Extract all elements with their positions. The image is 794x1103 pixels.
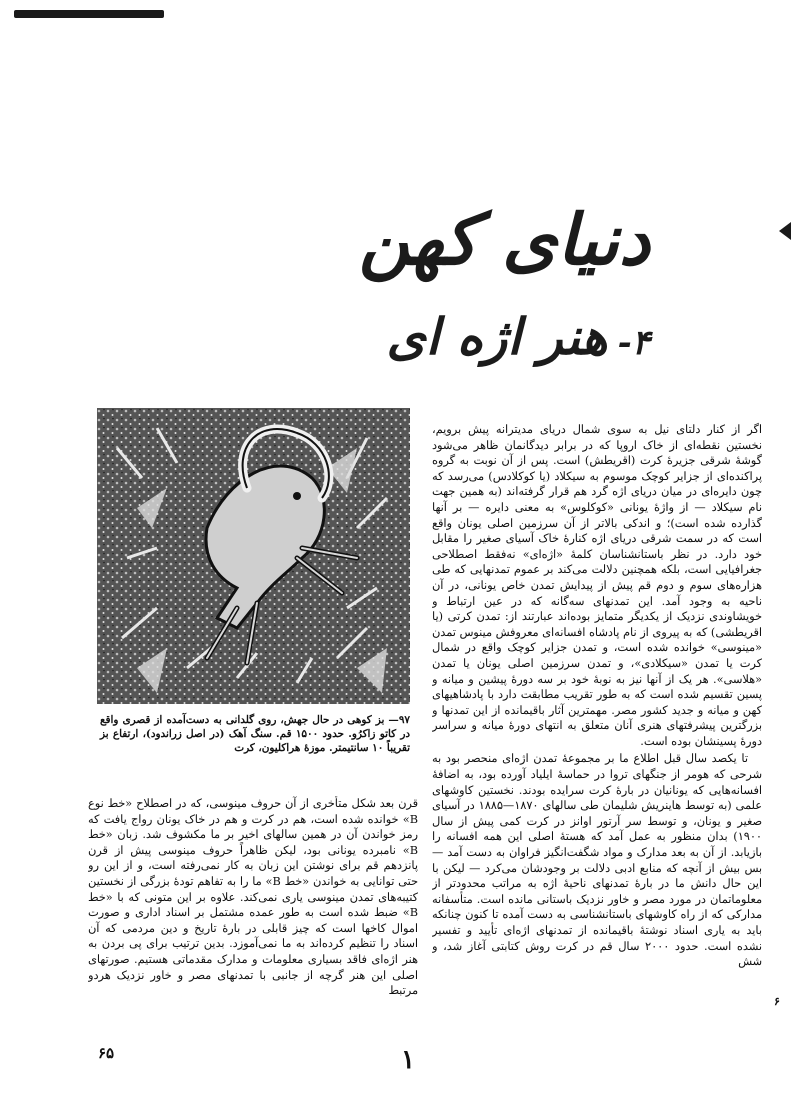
left-text-column: [88, 796, 418, 1032]
ibex-relief-image: [97, 408, 410, 704]
right-paragraph-1: اگر از کنار دلتای نیل به سوی شمال دریای مدیترانه پیش برویم، نخستین نقطه‌ای از خاک اروپا که در برابر دیدگانمان ظاهر می‌شود گوشهٔ شرقی جزیرهٔ کرت (اقریطش) است. پس از آن نوبت به گروه پراکنده‌ای از جزایر کوچک موسوم به سیکلاد (یا کوکلادس) می‌رسد که چون دایره‌ای در میان دریای اژه گرد هم قرار گرفته‌اند (به همین جهت نام سیکلاد — از واژهٔ یونانی «کوکلوس» به معنی دایره — بر آنها گذارده شده است)؛ و اندکی بالاتر از آن سرزمین اصلی یونان واقع است که در سمت شرقی دریای اژه کنارهٔ خاک آسیای صغیر را مقابل خود دارد. در نظر باستانشناسان کلمهٔ «اژه‌ای» نه‌فقط اصطلاحی جغرافیایی است، بلکه همچنین دلالت می‌کند بر عموم تمدنهایی که طی هزاره‌های سوم و دوم قم پیش از پیدایش تمدن خاص یونانی، در آن ناحیه به وجود آمد. این تمدنهای سه‌گانه که در عین ارتباط و خویشاوندی نزدیک از یکدیگر متمایز بوده‌اند عبارتند از: تمدن کرتی (یا اقریطشی) که به پیروی از نام پادشاه افسانه‌ای معروفش مینوس تمدن «مینوسی» خوانده شده است، و تمدن جزایر کوچک واقع در شمال کرت یا تمدن «سیکلادی»، و تمدن سرزمین اصلی یونان یا تمدن «هلاسی». هر یک از آنها نیز به نوبهٔ خود بر سه دورهٔ پیشین و میانه و پسین تقسیم شده است که به طور تقریب مطابقت دارد با پادشاهیهای کهن و میانه و جدید کشور مصر. مهمترین آثار باقیمانده از این تمدنها و بزرگترین پیشرفتهای هنری آنان متعلق به انتهای دورهٔ میانه و سراسر دورهٔ پسینشان بوده است.: [432, 423, 762, 748]
page-number: ۶۵: [98, 1044, 115, 1062]
scan-corner-mark: [14, 10, 164, 18]
right-text-column: [432, 422, 762, 1044]
right-paragraph-2: تا یکصد سال قبل اطلاع ما بر مجموعهٔ تمدن اژه‌ای منحصر بود به شرحی که هومر از جنگهای تروا در حماسهٔ ایلیاد آورده بود، به اضافهٔ افسانه‌هایی که یونانیان در بارهٔ کرت سرایده بودند. نخستین کاوشهای علمی (به توسط هاینریش شلیمان طی سالهای ۱۸۷۰—۱۸۸۵ در آسیای صغیر و یونان، و توسط سر آرتور اوانز در کرت کمی پیش از سال ۱۹۰۰) بدان منظور به عمل آمد که هستهٔ اصلی این همه افسانه را بازیابد. از آن به بعد مدارک و مواد شگفت‌انگیز فراوان به دست آمد — بس بیش از آنچه که منابع ادبی دلالت بر وجودشان می‌کرد — لیکن با این حال دانش ما در بارهٔ تمدنهای ناحیهٔ اژه به مراتب محدودتر از معلوماتمان در مورد مصر و خاور نزدیک باستانی مانده است. متأسفانه مدارکی که از راه کاوشهای باستانشناسی به دست آمده تا کنون چنانکه باید به یاری اسناد نوشتهٔ باقیمانده از تمدنهای اژه‌ای تأیید و تفسیر نشده است. حدود ۲۰۰۰ سال قم در کرت روش کتابتی آغاز شد، و شش: [432, 752, 762, 969]
ibex-relief-illustration: [97, 408, 410, 704]
left-paragraph: قرن بعد شکل متأخری از آن حروف مینوسی، که در اصطلاح «خط نوع B» خوانده شده است، هم در کرت و هم در خاک یونان رواج یافت که رمز خواندن آن در همین سالهای اخیر بر ما مکشوف شد. زبان «خط B» نامبرده یونانی بود، لیکن ظاهراً حروف مینوسی پیش از قرن پانزدهم قم برای نوشتن این زبان به کار نمی‌رفته است، و از این رو حتی توانایی به خواندن «خط B» ما را به تفاهم تودهٔ بزرگی از نخستین کتیبه‌های تمدن مینوسی یاری نمی‌کند. علاوه بر این متونی که با «خط B» ضبط شده است به طور عمده مشتمل بر اسناد اداری و صورت اموال کاخها است که چیز قابلی در بارهٔ تاریخ و دین مردمی که آن اسناد را تنظیم کرده‌اند به ما نمی‌آموزد. بدین ترتیب برای پی بردن به هنر اژه‌ای فاقد بسیاری معلومات و مدارک مقدماتی هستیم. صورتهای اصلی این هنر گرچه از جانبی با تمدنهای مصر و خاور نزدیک هردو مرتبط: [88, 797, 418, 998]
chapter-title-main: دنیای کهن: [358, 198, 650, 281]
chapter-subtitle: [330, 298, 650, 376]
chapter-number: ۴-: [617, 323, 650, 363]
chapter-subtitle-text: هنر اژه ای: [386, 307, 608, 366]
figure-caption: ۹۷— بز کوهی در حال جهش، روی گلدانی به دست‌آمده از قصری واقع در کاتو زاکرُو. حدود ۱۵۰۰ قم. سنگ آهک (در اصل زراندود)، ارتفاع بز تقریباً ۱۰ سانتیمتر. موزهٔ هراکلیون، کرت: [100, 714, 410, 754]
margin-arrow-marker: [779, 222, 791, 240]
margin-number: ۶: [774, 995, 780, 1008]
chapter-title: [330, 190, 660, 380]
signature-mark: ۱: [401, 1045, 415, 1075]
